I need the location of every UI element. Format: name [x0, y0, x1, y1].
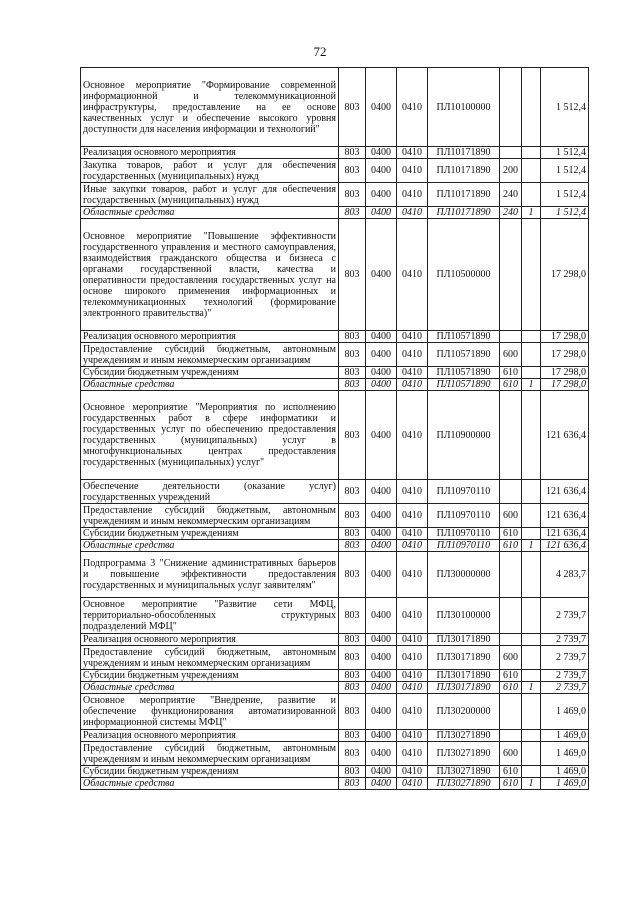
- row-name-cell: Областные средства: [81, 540, 339, 552]
- row-ved-cell: 803: [339, 379, 366, 391]
- row-amount-cell: 121 636,4: [541, 504, 589, 528]
- table-row: [81, 552, 589, 598]
- row-ved-cell: 803: [339, 183, 366, 207]
- row-subsection-cell: 0410: [397, 682, 428, 694]
- row-subsection-cell: 0410: [397, 367, 428, 379]
- row-source-cell: [522, 552, 541, 598]
- row-target-article-cell: ПЛ30171890: [428, 634, 500, 646]
- row-expense-type-cell: [500, 391, 522, 480]
- table-row: [81, 207, 589, 219]
- table-row: [81, 598, 589, 634]
- row-expense-type-cell: 610: [500, 766, 522, 778]
- row-amount-cell: 17 298,0: [541, 379, 589, 391]
- row-section-cell: 0400: [366, 778, 397, 790]
- table-row: [81, 183, 589, 207]
- row-ved-cell: 803: [339, 159, 366, 183]
- row-amount-cell: 1 469,0: [541, 742, 589, 766]
- row-ved-cell: 803: [339, 207, 366, 219]
- table-row: [81, 68, 589, 147]
- row-section-cell: 0400: [366, 670, 397, 682]
- row-expense-type-cell: [500, 480, 522, 504]
- row-section-cell: 0400: [366, 598, 397, 634]
- row-target-article-cell: ПЛ10970110: [428, 528, 500, 540]
- row-target-article-cell: ПЛ30271890: [428, 778, 500, 790]
- row-expense-type-cell: 600: [500, 742, 522, 766]
- row-name-cell: Областные средства: [81, 207, 339, 219]
- row-ved-cell: 803: [339, 391, 366, 480]
- table-row: [81, 670, 589, 682]
- row-target-article-cell: ПЛ10900000: [428, 391, 500, 480]
- row-target-article-cell: ПЛ30271890: [428, 766, 500, 778]
- table-row: [81, 540, 589, 552]
- row-amount-cell: 17 298,0: [541, 367, 589, 379]
- page-number: 72: [313, 44, 327, 59]
- row-section-cell: 0400: [366, 694, 397, 730]
- table-row: [81, 331, 589, 343]
- row-target-article-cell: ПЛ10970110: [428, 540, 500, 552]
- row-source-cell: [522, 598, 541, 634]
- row-expense-type-cell: [500, 634, 522, 646]
- row-target-article-cell: ПЛ10171890: [428, 147, 500, 159]
- row-expense-type-cell: [500, 598, 522, 634]
- row-name-cell: Основное мероприятие "Мероприятия по исполнению государственных работ в сфере информатики и государственных услуг по обеспечению предоставления государственных (муниципальных) услуг в многофункциональных центрах предоставления государственных (муниципальных) услуг": [81, 391, 339, 480]
- row-amount-cell: 121 636,4: [541, 480, 589, 504]
- row-ved-cell: 803: [339, 504, 366, 528]
- row-name-cell: Основное мероприятие "Повышение эффективности государственного управления и местного самоуправления, взаимодействия гражданского общества и бизнеса с органами государственной власти, качества и оперативности предоставления государственных услуг на основе широкого применения информационных и телекоммуникационных технологий (формирование электронного правительства)": [81, 219, 339, 331]
- row-name-cell: Реализация основного мероприятия: [81, 331, 339, 343]
- row-ved-cell: 803: [339, 528, 366, 540]
- row-target-article-cell: ПЛ30171890: [428, 646, 500, 670]
- row-expense-type-cell: [500, 730, 522, 742]
- row-subsection-cell: 0410: [397, 219, 428, 331]
- row-target-article-cell: ПЛ30100000: [428, 598, 500, 634]
- row-target-article-cell: ПЛ30171890: [428, 670, 500, 682]
- row-target-article-cell: ПЛ10571890: [428, 379, 500, 391]
- row-section-cell: 0400: [366, 159, 397, 183]
- row-subsection-cell: 0410: [397, 183, 428, 207]
- row-amount-cell: 1 512,4: [541, 159, 589, 183]
- row-amount-cell: 121 636,4: [541, 391, 589, 480]
- row-target-article-cell: ПЛ30171890: [428, 682, 500, 694]
- row-subsection-cell: 0410: [397, 379, 428, 391]
- row-expense-type-cell: 610: [500, 367, 522, 379]
- row-subsection-cell: 0410: [397, 598, 428, 634]
- row-expense-type-cell: [500, 147, 522, 159]
- row-subsection-cell: 0410: [397, 778, 428, 790]
- row-ved-cell: 803: [339, 646, 366, 670]
- row-expense-type-cell: 600: [500, 504, 522, 528]
- row-source-cell: [522, 391, 541, 480]
- row-name-cell: Реализация основного мероприятия: [81, 730, 339, 742]
- row-amount-cell: 1 512,4: [541, 68, 589, 147]
- row-target-article-cell: ПЛ30271890: [428, 730, 500, 742]
- table-row: [81, 159, 589, 183]
- row-amount-cell: 2 739,7: [541, 646, 589, 670]
- row-source-cell: [522, 670, 541, 682]
- row-amount-cell: 2 739,7: [541, 670, 589, 682]
- row-source-cell: [522, 147, 541, 159]
- row-source-cell: [522, 742, 541, 766]
- row-expense-type-cell: 600: [500, 646, 522, 670]
- row-section-cell: 0400: [366, 646, 397, 670]
- row-source-cell: 1: [522, 379, 541, 391]
- row-source-cell: 1: [522, 682, 541, 694]
- row-target-article-cell: ПЛ10171890: [428, 159, 500, 183]
- row-expense-type-cell: 200: [500, 159, 522, 183]
- table-row: [81, 147, 589, 159]
- row-expense-type-cell: [500, 694, 522, 730]
- row-ved-cell: 803: [339, 540, 366, 552]
- row-subsection-cell: 0410: [397, 343, 428, 367]
- row-source-cell: [522, 68, 541, 147]
- row-name-cell: Субсидии бюджетным учреждениям: [81, 670, 339, 682]
- row-name-cell: Обеспечение деятельности (оказание услуг) государственных учреждений: [81, 480, 339, 504]
- row-source-cell: [522, 528, 541, 540]
- row-source-cell: [522, 766, 541, 778]
- row-subsection-cell: 0410: [397, 147, 428, 159]
- row-ved-cell: 803: [339, 68, 366, 147]
- row-name-cell: Предоставление субсидий бюджетным, автономным учреждениям и иным некоммерческим организациям: [81, 742, 339, 766]
- table-row: [81, 766, 589, 778]
- row-subsection-cell: 0410: [397, 742, 428, 766]
- row-expense-type-cell: 610: [500, 670, 522, 682]
- row-target-article-cell: ПЛ30200000: [428, 694, 500, 730]
- row-expense-type-cell: 240: [500, 207, 522, 219]
- row-ved-cell: 803: [339, 730, 366, 742]
- row-expense-type-cell: [500, 68, 522, 147]
- row-section-cell: 0400: [366, 540, 397, 552]
- row-ved-cell: 803: [339, 480, 366, 504]
- row-expense-type-cell: [500, 552, 522, 598]
- row-name-cell: Областные средства: [81, 778, 339, 790]
- table-row: [81, 682, 589, 694]
- row-name-cell: Подпрограмма 3 "Снижение административных барьеров и повышение эффективности предоставления государственных и муниципальных услуг заявителям": [81, 552, 339, 598]
- row-ved-cell: 803: [339, 552, 366, 598]
- table-row: [81, 379, 589, 391]
- row-source-cell: 1: [522, 207, 541, 219]
- row-expense-type-cell: 610: [500, 540, 522, 552]
- row-subsection-cell: 0410: [397, 504, 428, 528]
- row-target-article-cell: ПЛ10970110: [428, 480, 500, 504]
- row-source-cell: [522, 646, 541, 670]
- row-ved-cell: 803: [339, 219, 366, 331]
- row-ved-cell: 803: [339, 634, 366, 646]
- row-section-cell: 0400: [366, 682, 397, 694]
- row-amount-cell: 2 739,7: [541, 598, 589, 634]
- row-ved-cell: 803: [339, 682, 366, 694]
- row-target-article-cell: ПЛ10571890: [428, 343, 500, 367]
- row-section-cell: 0400: [366, 730, 397, 742]
- row-source-cell: [522, 694, 541, 730]
- row-amount-cell: 4 283,7: [541, 552, 589, 598]
- row-section-cell: 0400: [366, 367, 397, 379]
- row-section-cell: 0400: [366, 147, 397, 159]
- row-amount-cell: 1 469,0: [541, 766, 589, 778]
- row-name-cell: Субсидии бюджетным учреждениям: [81, 367, 339, 379]
- row-section-cell: 0400: [366, 480, 397, 504]
- row-section-cell: 0400: [366, 552, 397, 598]
- row-subsection-cell: 0410: [397, 391, 428, 480]
- row-section-cell: 0400: [366, 343, 397, 367]
- row-expense-type-cell: 610: [500, 778, 522, 790]
- row-source-cell: [522, 480, 541, 504]
- table-row: [81, 367, 589, 379]
- row-amount-cell: 17 298,0: [541, 343, 589, 367]
- row-source-cell: 1: [522, 778, 541, 790]
- row-section-cell: 0400: [366, 742, 397, 766]
- row-source-cell: [522, 159, 541, 183]
- row-target-article-cell: ПЛ10571890: [428, 331, 500, 343]
- budget-table-body: [81, 68, 589, 790]
- table-row: [81, 646, 589, 670]
- row-section-cell: 0400: [366, 634, 397, 646]
- table-row: [81, 694, 589, 730]
- row-ved-cell: 803: [339, 670, 366, 682]
- row-amount-cell: 1 469,0: [541, 778, 589, 790]
- row-section-cell: 0400: [366, 68, 397, 147]
- row-ved-cell: 803: [339, 367, 366, 379]
- row-amount-cell: 2 739,7: [541, 634, 589, 646]
- row-name-cell: Предоставление субсидий бюджетным, автономным учреждениям и иным некоммерческим организациям: [81, 504, 339, 528]
- row-source-cell: 1: [522, 540, 541, 552]
- row-section-cell: 0400: [366, 379, 397, 391]
- row-subsection-cell: 0410: [397, 528, 428, 540]
- row-subsection-cell: 0410: [397, 730, 428, 742]
- row-amount-cell: 121 636,4: [541, 540, 589, 552]
- table-row: [81, 528, 589, 540]
- row-amount-cell: 1 512,4: [541, 207, 589, 219]
- row-name-cell: Субсидии бюджетным учреждениям: [81, 528, 339, 540]
- row-ved-cell: 803: [339, 778, 366, 790]
- row-source-cell: [522, 219, 541, 331]
- row-subsection-cell: 0410: [397, 552, 428, 598]
- row-section-cell: 0400: [366, 391, 397, 480]
- row-section-cell: 0400: [366, 207, 397, 219]
- row-name-cell: Реализация основного мероприятия: [81, 634, 339, 646]
- row-expense-type-cell: 610: [500, 379, 522, 391]
- row-ved-cell: 803: [339, 694, 366, 730]
- row-name-cell: Реализация основного мероприятия: [81, 147, 339, 159]
- row-amount-cell: 2 739,7: [541, 682, 589, 694]
- row-target-article-cell: ПЛ10171890: [428, 207, 500, 219]
- row-source-cell: [522, 183, 541, 207]
- row-expense-type-cell: 240: [500, 183, 522, 207]
- row-expense-type-cell: [500, 219, 522, 331]
- row-section-cell: 0400: [366, 766, 397, 778]
- table-row: [81, 343, 589, 367]
- row-amount-cell: 1 469,0: [541, 730, 589, 742]
- row-ved-cell: 803: [339, 766, 366, 778]
- row-subsection-cell: 0410: [397, 68, 428, 147]
- row-source-cell: [522, 730, 541, 742]
- row-source-cell: [522, 331, 541, 343]
- row-amount-cell: 1 469,0: [541, 694, 589, 730]
- row-section-cell: 0400: [366, 183, 397, 207]
- row-subsection-cell: 0410: [397, 480, 428, 504]
- table-row: [81, 634, 589, 646]
- row-name-cell: Основное мероприятие "Развитие сети МФЦ, территориально-обособленных структурных подразделений МФЦ": [81, 598, 339, 634]
- row-ved-cell: 803: [339, 598, 366, 634]
- row-name-cell: Предоставление субсидий бюджетным, автономным учреждениям и иным некоммерческим организациям: [81, 646, 339, 670]
- table-row: [81, 730, 589, 742]
- row-expense-type-cell: 600: [500, 343, 522, 367]
- table-row: [81, 391, 589, 480]
- row-section-cell: 0400: [366, 528, 397, 540]
- row-expense-type-cell: 610: [500, 528, 522, 540]
- row-source-cell: [522, 343, 541, 367]
- row-subsection-cell: 0410: [397, 694, 428, 730]
- row-amount-cell: 121 636,4: [541, 528, 589, 540]
- row-target-article-cell: ПЛ10100000: [428, 68, 500, 147]
- budget-table: [80, 67, 589, 790]
- row-target-article-cell: ПЛ30271890: [428, 742, 500, 766]
- row-target-article-cell: ПЛ10571890: [428, 367, 500, 379]
- row-subsection-cell: 0410: [397, 634, 428, 646]
- row-name-cell: Предоставление субсидий бюджетным, автономным учреждениям и иным некоммерческим организациям: [81, 343, 339, 367]
- row-ved-cell: 803: [339, 742, 366, 766]
- row-amount-cell: 1 512,4: [541, 183, 589, 207]
- row-subsection-cell: 0410: [397, 540, 428, 552]
- row-subsection-cell: 0410: [397, 670, 428, 682]
- row-ved-cell: 803: [339, 331, 366, 343]
- row-amount-cell: 17 298,0: [541, 219, 589, 331]
- row-subsection-cell: 0410: [397, 159, 428, 183]
- row-source-cell: [522, 634, 541, 646]
- table-row: [81, 219, 589, 331]
- row-name-cell: Иные закупки товаров, работ и услуг для обеспечения государственных (муниципальных) нужд: [81, 183, 339, 207]
- row-section-cell: 0400: [366, 331, 397, 343]
- row-target-article-cell: ПЛ30000000: [428, 552, 500, 598]
- row-subsection-cell: 0410: [397, 766, 428, 778]
- row-target-article-cell: ПЛ10500000: [428, 219, 500, 331]
- row-expense-type-cell: [500, 331, 522, 343]
- table-row: [81, 504, 589, 528]
- row-expense-type-cell: 610: [500, 682, 522, 694]
- row-name-cell: Основное мероприятие "Внедрение, развитие и обеспечение функционирования автоматизированной информационной системы МФЦ": [81, 694, 339, 730]
- row-name-cell: Субсидии бюджетным учреждениям: [81, 766, 339, 778]
- row-source-cell: [522, 504, 541, 528]
- row-target-article-cell: ПЛ10171890: [428, 183, 500, 207]
- table-row: [81, 778, 589, 790]
- table-row: [81, 742, 589, 766]
- row-subsection-cell: 0410: [397, 331, 428, 343]
- row-name-cell: Закупка товаров, работ и услуг для обеспечения государственных (муниципальных) нужд: [81, 159, 339, 183]
- row-name-cell: Основное мероприятие "Формирование современной информационной и телекоммуникационной инфраструктуры, предоставление на ее основе качественных услуг и обеспечение высокого уровня доступности для населения информации и технологий": [81, 68, 339, 147]
- row-section-cell: 0400: [366, 219, 397, 331]
- row-subsection-cell: 0410: [397, 207, 428, 219]
- row-source-cell: [522, 367, 541, 379]
- row-ved-cell: 803: [339, 343, 366, 367]
- row-ved-cell: 803: [339, 147, 366, 159]
- row-amount-cell: 1 512,4: [541, 147, 589, 159]
- row-name-cell: Областные средства: [81, 682, 339, 694]
- row-section-cell: 0400: [366, 504, 397, 528]
- row-amount-cell: 17 298,0: [541, 331, 589, 343]
- row-target-article-cell: ПЛ10970110: [428, 504, 500, 528]
- row-name-cell: Областные средства: [81, 379, 339, 391]
- row-subsection-cell: 0410: [397, 646, 428, 670]
- table-row: [81, 480, 589, 504]
